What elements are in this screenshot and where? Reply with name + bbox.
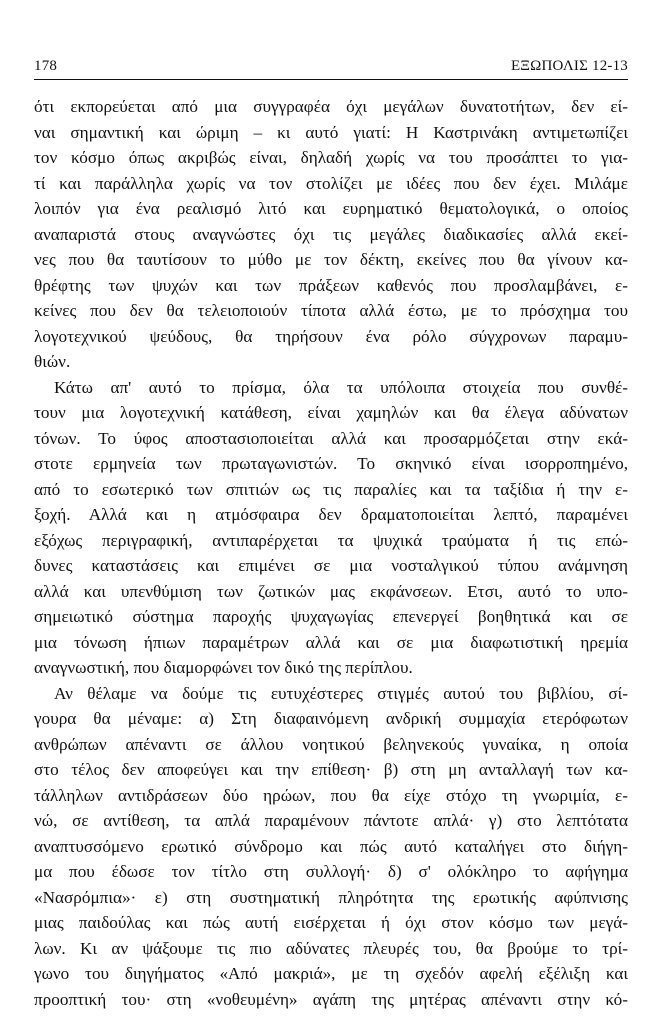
text-line: νες που θα ταυτίσουν το μύθο με τον δέκτη, εκείνες που θα γίνουν κα-: [34, 250, 628, 269]
text-line: σημειωτικό σύστημα παροχής ψυχαγωγίας επενεργεί βοηθητικά και σε: [34, 607, 628, 626]
text-line: στοτε ερμηνεία των πρωταγωνιστών. Το σκηνικό είναι ισορροπημένο,: [34, 454, 628, 473]
text-line: Αν θέλαμε να δούμε τις ευτυχέστερες στιγμές αυτού του βιβλίου, σί-: [54, 683, 628, 703]
text-line: «Νασρόμπια»· ε) στη συστηματική πληρότητα της ερωτικής αφύπνισης: [34, 887, 628, 907]
text-line: λων. Κι αν ψάξουμε τις πιο αδύνατες πλευρές του, θα βρούμε το τρί-: [34, 938, 628, 958]
text-line: εξόχως περιγραφική, αντιπαρέρχεται τα ψυχικά τραύματα ή τις επώ-: [34, 530, 628, 550]
text-line: γωνο του διηγήματος «Από μακριά», με τη σχεδόν αφελή εξέλιξη και: [34, 964, 628, 983]
text-line: αλλά και υπενθύμιση των ζωτικών μας εκφάνσεων. Ετσι, αυτό το υπο-: [34, 581, 628, 601]
paragraph-2: [34, 375, 628, 681]
text-line: τάλληλων αντιδράσεων δύο ηρώων, που θα είχε στόχο τη γνωριμία, ε-: [34, 785, 628, 805]
text-line: ότι εκπορεύεται από μια συγγραφέα όχι μεγάλων δυνατοτήτων, δεν εί-: [34, 97, 628, 116]
text-line: ξοχή. Αλλά και η ατμόσφαιρα δεν δραματοποιείται λεπτό, παραμένει: [34, 505, 628, 524]
text-line: από το εσωτερικό των σπιτιών ως τις παραλίες και τα ταξίδια ή την ε-: [34, 479, 628, 499]
text-line: ανθρώπων απέναντι σε άλλου νοητικού βεληνεκούς γυναίκα, η οποία: [34, 734, 628, 754]
page-number: 178: [34, 58, 58, 74]
text-line: γουρα θα μέναμε: α) Στη διαφαινόμενη ανδρική συμμαχία ετερόφωτων: [34, 709, 628, 728]
text-line: Κάτω απ' αυτό το πρίσμα, όλα τα υπόλοιπα στοιχεία που συνθέ-: [54, 377, 628, 397]
text-line: αναπτυσσόμενο ερωτικό σύνδρομο και πώς αυτό καταλήγει στο διήγη-: [34, 836, 628, 856]
text-line: μια τόνωση ήπιων παραμέτρων αλλά και σε μια διαφωτιστική ηρεμία: [34, 632, 628, 652]
paragraph-1: [34, 94, 628, 375]
text-line: αναγνωστική, που διαμορφώνει τον δικό της περίπλου.: [34, 658, 413, 677]
text-line: μιας παιδούλας και πώς αυτή εισέρχεται ή όχι στον κόσμο των μεγά-: [34, 913, 628, 932]
text-line: λογοτεχνικού ψεύδους, θα τηρήσουν ένα ρόλο σύγχρονων παραμυ-: [34, 326, 628, 346]
text-line: κείνες που δεν θα τελειοποιούν τίποτα αλλά έστω, με το πρόσχημα του: [34, 301, 628, 320]
text-line: θρέφτης των ψυχών και των πράξεων καθενός που προσλαμβάνει, ε-: [34, 275, 628, 295]
text-line: προοπτική του· στη «νοθευμένη» αγάπη της μητέρας απέναντι στην κό-: [34, 989, 628, 1009]
text-line: νώ, σε αντίθεση, τα απλά παραμένουν πάντοτε απλά· γ) στο λεπτότατα: [34, 811, 628, 830]
paragraph-3: [34, 681, 628, 1013]
running-head: [34, 58, 628, 80]
journal-title: ΕΞΩΠΟΛΙΣ 12-13: [510, 58, 628, 74]
text-line: στο τέλος δεν αποφεύγει και την επίθεση· β) στη μη ανταλλαγή των κα-: [34, 760, 628, 779]
body-text: [34, 94, 628, 1012]
text-line: τον κόσμο όπως ακριβώς είναι, δηλαδή χωρίς να του προσάπτει το για-: [34, 148, 628, 167]
text-line: ναι σημαντική και ώριμη – κι αυτό γιατί: Η Καστρινάκη αντιμετωπίζει: [34, 122, 628, 142]
text-line: τί και παράλληλα χωρίς να τον στολίζει με ιδέες που δεν έχει. Μιλάμε: [34, 173, 628, 193]
text-line: λοιπόν για ένα ρεαλισμό λιτό και ευρηματικό θεματολογικά, ο οποίος: [34, 199, 628, 218]
text-line: δυνες καταστάσεις και επιμένει σε μια νοσταλγικού τύπου ανάμνηση: [34, 556, 628, 575]
book-page: [34, 58, 628, 1012]
text-line: μα που έδωσε τον τίτλο στη συλλογή· δ) σ' ολόκληρο το αφήγημα: [34, 862, 628, 881]
text-line: αναπαριστά στους αναγνώστες όχι τις μεγάλες διαδικασίες αλλά εκεί-: [34, 224, 628, 244]
text-line: θιών.: [34, 352, 71, 371]
text-line: τουν μια λογοτεχνική κατάθεση, είναι χαμηλών και θα έλεγα αδύνατων: [34, 403, 628, 422]
text-line: τόνων. Το ύφος αποστασιοποιείται αλλά και προσαρμόζεται στην εκά-: [34, 428, 628, 448]
